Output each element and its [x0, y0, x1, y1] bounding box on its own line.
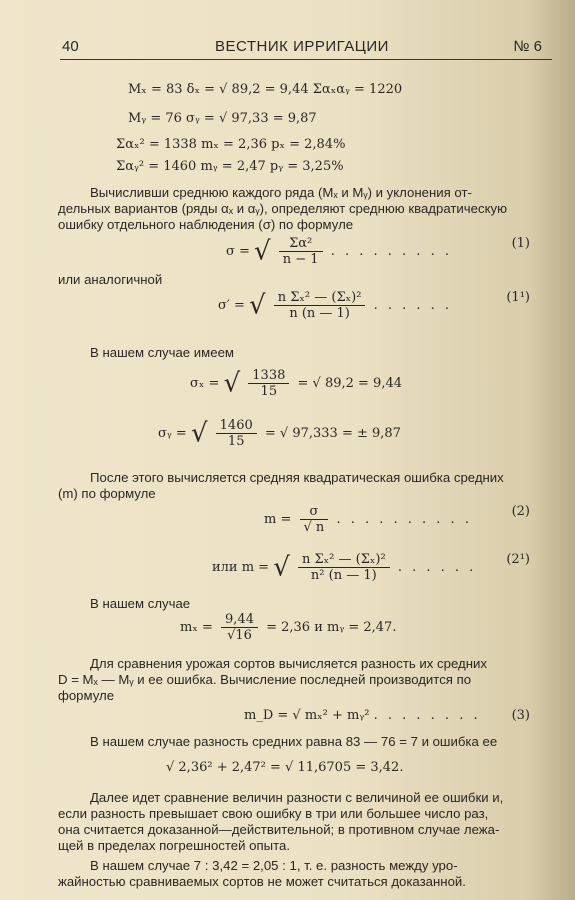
paragraph-1-line-1: Вычисливши среднюю каждого ряда (Mₓ и Mᵧ) и уклонения от- [90, 185, 472, 200]
radical-sign: √ [190, 418, 208, 449]
sigma-y-fraction [216, 418, 257, 449]
sigma-y-result: = √ 97,333 = ± 9,87 [264, 426, 401, 441]
formula-line-1: Mₓ = 83 δₓ = √ 89,2 = 9,44 Σαₓαᵧ = 1220 [128, 82, 403, 97]
mx-result: = 2,36 и mᵧ = 2,47. [266, 620, 397, 635]
formula-line-3: Σαₓ² = 1338 mₓ = 2,36 pₓ = 2,84% [116, 137, 346, 152]
issue-number: № 6 [513, 38, 542, 55]
our-case-have-label: В нашем случае имеем [90, 345, 234, 360]
paragraph-5-line-3: она считается доказанной—действительной; в противном случае лежа- [58, 822, 500, 837]
or-similar-label: или аналогичной [58, 272, 163, 287]
journal-title: ВЕСТНИК ИРРИГАЦИИ [215, 38, 389, 55]
mx-lhs: mₓ = [180, 620, 213, 635]
running-header [62, 38, 542, 60]
m-alt-lhs: или m = [212, 560, 270, 575]
leader-dots: . . . . . . . . . [330, 244, 452, 259]
sigma-alt-fraction [274, 290, 366, 321]
sigma-numerator: Σα² [279, 236, 323, 252]
sigma-x-result: = √ 89,2 = 9,44 [297, 376, 403, 391]
m-numerator: σ [300, 504, 329, 520]
formula-difference-error: √ 2,36² + 2,47² = √ 11,6705 = 3,42. [166, 760, 404, 775]
paragraph-2-line-2: (m) по формуле [58, 486, 156, 501]
equation-number-2: (2) [511, 504, 530, 519]
paragraph-6-line-2: жайностью сравниваемых сортов не может считаться доказанной. [58, 874, 466, 889]
sigma-denominator: n − 1 [282, 252, 319, 267]
mx-denominator: √16 [227, 628, 252, 643]
paragraph-4: В нашем случае разность средних равна 83 — 76 = 7 и ошибка ее [90, 734, 498, 749]
formula-m-values [180, 612, 396, 643]
sigma-fraction [279, 236, 323, 267]
sigma-x-lhs: σₓ = [190, 376, 220, 391]
paragraph-2-line-1: После этого вычисляется средняя квадратическая ошибка средних [90, 470, 504, 485]
m-alt-numerator: n Σₓ² — (Σₓ)² [298, 552, 390, 568]
sigma-y-numerator: 1460 [216, 418, 257, 434]
equation-number-1: (1) [511, 236, 530, 251]
leader-dots: . . . . . . . . [373, 708, 481, 723]
formula-line-4: Σαᵧ² = 1460 mᵧ = 2,47 pᵧ = 3,25% [116, 159, 344, 174]
m-alt-denominator: n² (n — 1) [310, 568, 377, 583]
leader-dots: . . . . . . . . . . [336, 512, 472, 527]
m-lhs: m = [264, 512, 292, 527]
paragraph-1-line-3: ошибку отдельного наблюдения (σ) по формуле [58, 217, 354, 232]
sigma-x-numerator: 1338 [248, 368, 289, 384]
radical-sign: √ [273, 552, 290, 583]
paragraph-5-line-2: если разность превышает свою ошибку в три или большее число раз, [58, 806, 489, 821]
formula-m-alt [212, 552, 546, 583]
sigma-x-fraction [248, 368, 289, 399]
mx-fraction [221, 612, 258, 643]
paragraph-5-line-1: Далее идет сравнение величин разности с величиной ее ошибки и, [90, 790, 504, 805]
page-number: 40 [62, 38, 79, 55]
leader-dots: . . . . . . [373, 298, 453, 313]
paragraph-3-line-1: Для сравнения урожая сортов вычисляется разность их средних [90, 656, 487, 671]
paragraph-3-line-2: D = Mₓ — Mᵧ и ее ошибка. Вычисление последней производится по [58, 672, 472, 687]
paragraph-5-line-4: щей в пределах погрешностей опыта. [58, 838, 290, 853]
leader-dots: . . . . . . [397, 560, 477, 575]
equation-number-3: (3) [511, 708, 530, 723]
equation-number-1a: (1¹) [506, 290, 530, 305]
m-fraction [300, 504, 329, 535]
radical-sign: √ [254, 236, 271, 267]
mx-numerator: 9,44 [221, 612, 258, 628]
paragraph-3-line-3: формуле [58, 688, 115, 703]
formula-sigma-alt [218, 290, 546, 321]
m-alt-fraction [298, 552, 390, 583]
md-expression: m_D = √ mₓ² + mᵧ² [244, 708, 370, 723]
sigma-y-lhs: σᵧ = [158, 426, 187, 441]
radical-sign: √ [249, 290, 266, 321]
paragraph-6-line-1: В нашем случае 7 : 3,42 = 2,05 : 1, т. е. разность между уро- [90, 858, 458, 873]
paragraph-1-line-2: дельных вариантов (ряды αₓ и αᵧ), определяют среднюю квадратическую [58, 201, 507, 216]
formula-sigma-x [190, 368, 402, 399]
header-rule [60, 59, 552, 60]
formula-sigma [226, 236, 546, 267]
sigma-alt-numerator: n Σₓ² — (Σₓ)² [274, 290, 366, 306]
sigma-lhs: σ = [226, 244, 250, 259]
our-case-label: В нашем случае [90, 596, 191, 611]
sigma-alt-denominator: n (n — 1) [289, 306, 350, 321]
formula-line-2: Mᵧ = 76 σᵧ = √ 97,33 = 9,87 [128, 111, 317, 126]
radical-sign: √ [223, 368, 241, 399]
m-denominator: √ n [303, 520, 325, 535]
sigma-alt-lhs: σ′ = [218, 298, 245, 313]
formula-md [244, 708, 546, 724]
sigma-y-denominator: 15 [227, 434, 245, 449]
sigma-x-denominator: 15 [260, 384, 278, 399]
formula-sigma-y [158, 418, 401, 449]
equation-number-2a: (2¹) [506, 552, 530, 567]
formula-m [264, 504, 546, 535]
